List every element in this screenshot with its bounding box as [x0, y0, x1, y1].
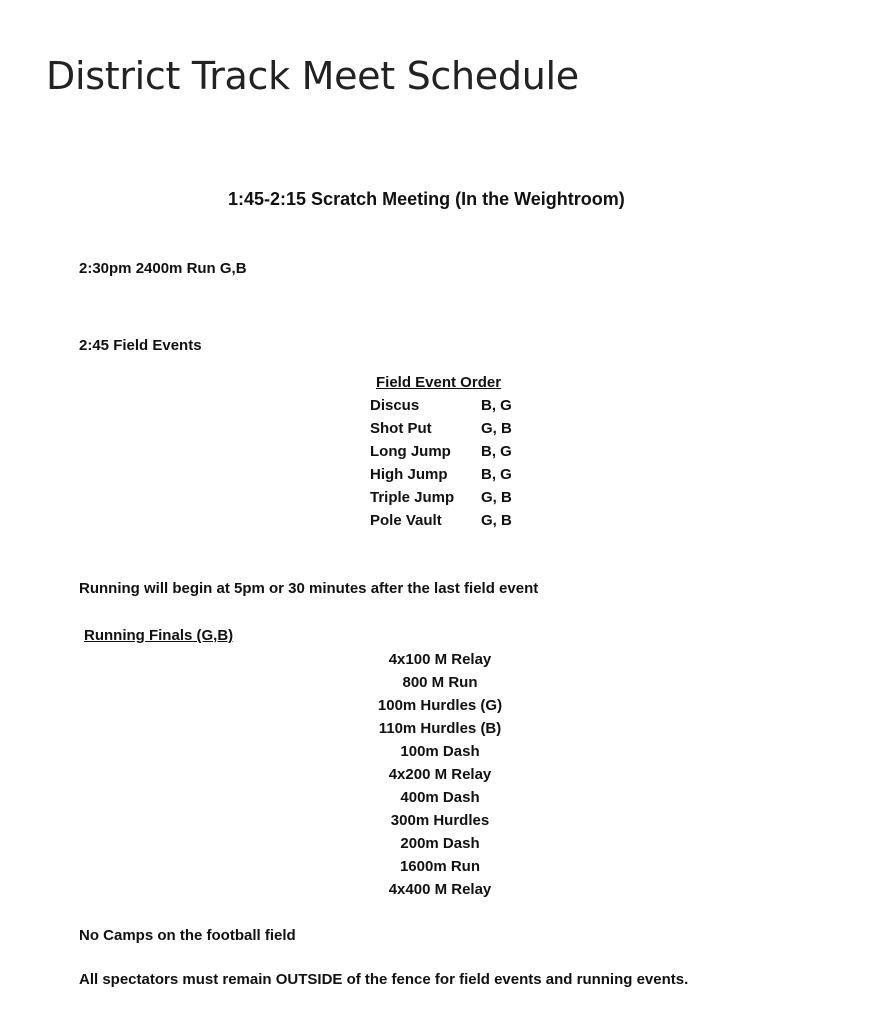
running-final-item: 4x100 M Relay [388, 651, 492, 668]
field-event-order-heading: Field Event Order [376, 374, 502, 391]
field-event-gender-order: G, B [481, 489, 512, 506]
running-final-item: 4x200 M Relay [388, 766, 492, 783]
field-event-gender-order: B, G [481, 466, 512, 483]
field-event-name: Shot Put [370, 420, 432, 437]
field-event-order-table [370, 397, 530, 535]
field-event-row [370, 489, 530, 512]
spectators-note: All spectators must remain OUTSIDE of the fence for field events and running events. [79, 971, 689, 988]
page-title: District Track Meet Schedule [46, 54, 579, 98]
field-event-gender-order: G, B [481, 420, 512, 437]
field-event-gender-order: B, G [481, 443, 512, 460]
field-events-line: 2:45 Field Events [79, 337, 202, 354]
running-start-note: Running will begin at 5pm or 30 minutes after the last field event [79, 580, 539, 597]
field-event-row [370, 420, 530, 443]
running-final-item: 400m Dash [400, 789, 480, 806]
field-event-name: Discus [370, 397, 420, 414]
running-final-item: 1600m Run [399, 858, 481, 875]
field-event-name: High Jump [370, 466, 448, 483]
running-final-item: 100m Hurdles (G) [377, 697, 503, 714]
running-final-item: 4x400 M Relay [388, 881, 492, 898]
running-final-item: 100m Dash [400, 743, 480, 760]
no-camps-note: No Camps on the football field [79, 927, 296, 944]
field-event-name: Pole Vault [370, 512, 442, 529]
scratch-meeting-line: 1:45-2:15 Scratch Meeting (In the Weightroom) [228, 189, 625, 209]
field-event-name: Long Jump [370, 443, 451, 460]
field-event-gender-order: B, G [481, 397, 512, 414]
running-finals-list [340, 650, 540, 903]
field-event-row [370, 443, 530, 466]
run-2400-line: 2:30pm 2400m Run G,B [79, 260, 247, 277]
field-event-row [370, 466, 530, 489]
field-event-gender-order: G, B [481, 512, 512, 529]
running-finals-heading: Running Finals (G,B) [84, 627, 234, 644]
running-final-item: 110m Hurdles (B) [378, 720, 502, 737]
running-final-item: 800 M Run [402, 674, 478, 691]
running-final-item: 300m Hurdles [390, 812, 490, 829]
field-event-row [370, 512, 530, 535]
field-event-row [370, 397, 530, 420]
running-final-item: 200m Dash [400, 835, 480, 852]
field-event-name: Triple Jump [370, 489, 455, 506]
